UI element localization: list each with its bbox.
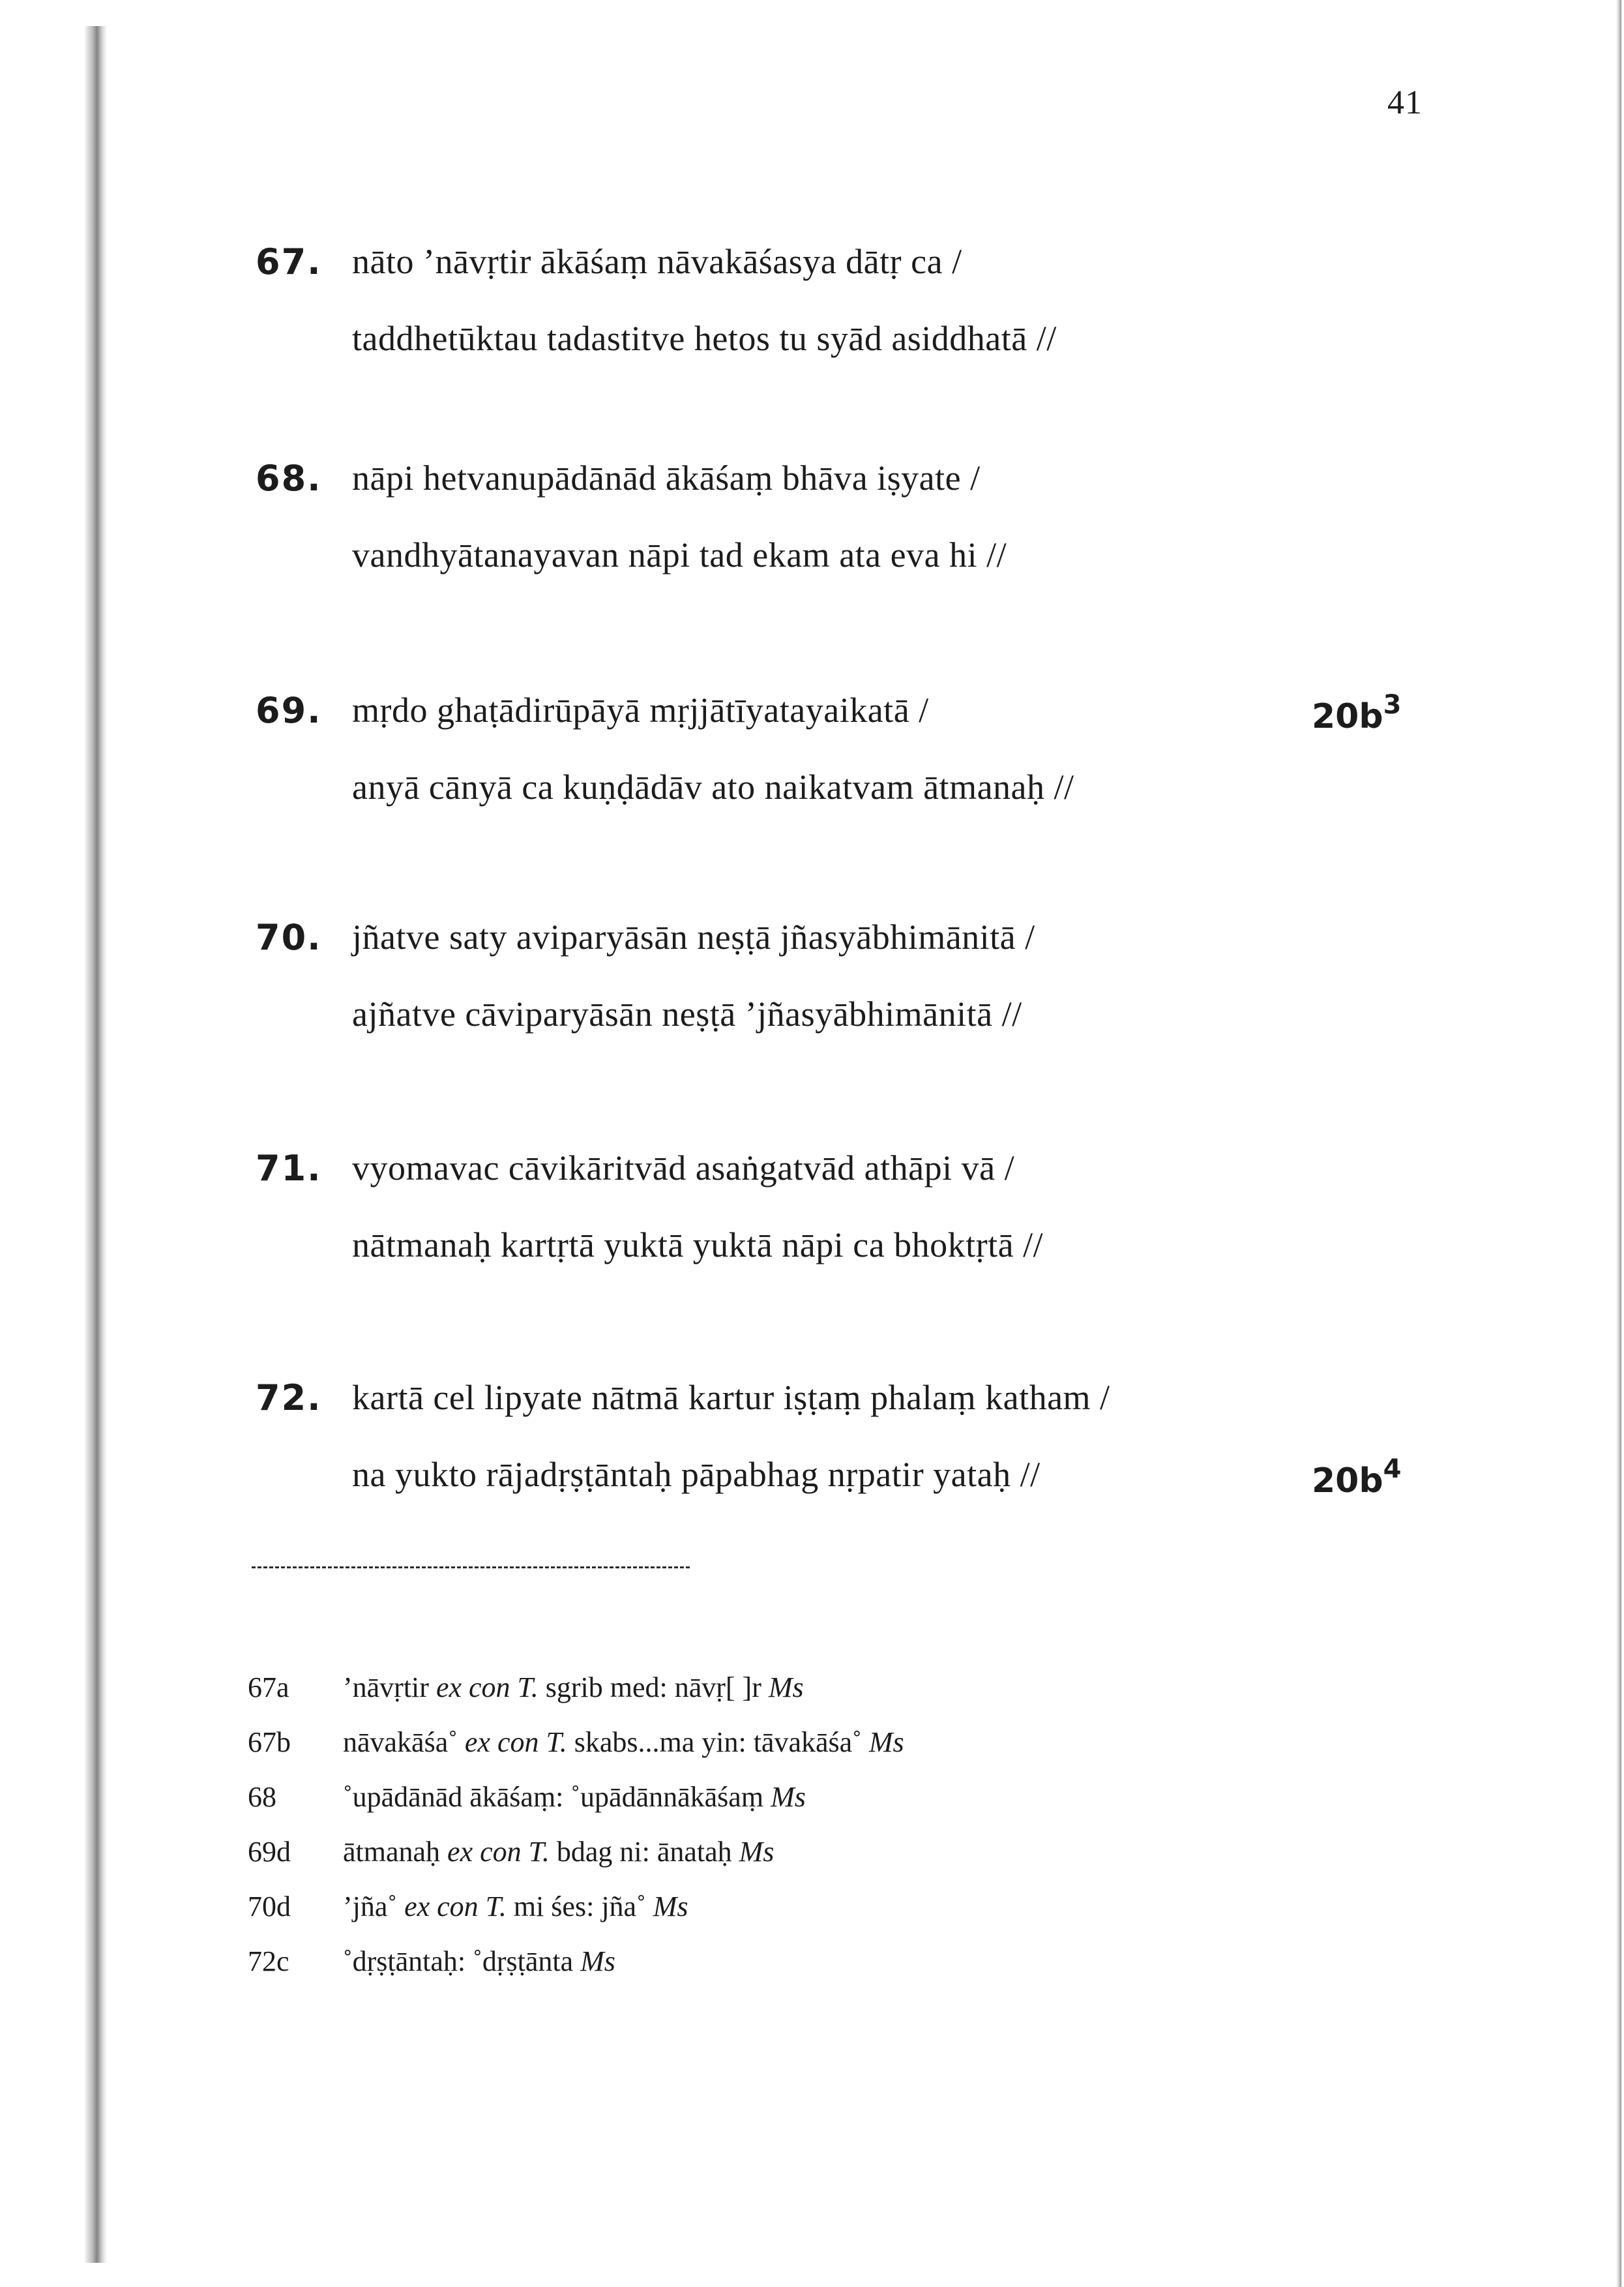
footnote bbox=[0, 1835, 1624, 1881]
footnote-ref: 68 bbox=[248, 1781, 276, 1813]
footnote-text: ātmanaḥ ex con T. bdag ni: ānataḥ Ms bbox=[343, 1836, 775, 1868]
verse-67 bbox=[0, 241, 1624, 398]
footnote bbox=[0, 1780, 1624, 1826]
footnote bbox=[0, 1890, 1624, 1936]
verse-line-b: anyā cānyā ca kuṇḍādāv ato naikatvam ātmanaḥ // bbox=[352, 768, 1074, 807]
verse-line-a: kartā cel lipyate nātmā kartur iṣṭaṃ phalaṃ katham / bbox=[352, 1378, 1110, 1417]
footnote bbox=[0, 1945, 1624, 1990]
verse-number: 72. bbox=[256, 1377, 322, 1418]
verse-line-b: nātmanaḥ kartṛtā yuktā yuktā nāpi ca bhoktṛtā // bbox=[352, 1225, 1044, 1264]
footnote-text: nāvakāśa˚ ex con T. skabs...ma yin: tāvakāśa˚ Ms bbox=[343, 1726, 904, 1758]
verse-70 bbox=[0, 917, 1624, 1073]
footnote bbox=[0, 1671, 1624, 1716]
verse-number: 71. bbox=[256, 1148, 322, 1189]
verse-number: 67. bbox=[256, 241, 322, 282]
verse-line-a: mṛdo ghaṭādirūpāyā mṛjjātīyatayaikatā / bbox=[352, 691, 929, 730]
verse-line-b: vandhyātanayavan nāpi tad ekam ata eva hi // bbox=[352, 535, 1007, 575]
footnote-ref: 67a bbox=[248, 1671, 289, 1703]
verse-line-a: nāpi hetvanupādānād ākāśaṃ bhāva iṣyate / bbox=[352, 458, 981, 498]
footnote-ref: 67b bbox=[248, 1726, 291, 1758]
verse-71 bbox=[0, 1148, 1624, 1304]
verse-72 bbox=[0, 1377, 1624, 1534]
footnote bbox=[0, 1726, 1624, 1771]
footnote-ref: 70d bbox=[248, 1891, 291, 1922]
footnote-ref: 72c bbox=[248, 1945, 289, 1977]
verse-line-a: vyomavac cāvikāritvād asaṅgatvād athāpi vā / bbox=[352, 1148, 1015, 1188]
verse-69 bbox=[0, 690, 1624, 846]
verse-line-b: na yukto rājadṛṣṭāntaḥ pāpabhag nṛpatir yataḥ // bbox=[352, 1455, 1041, 1494]
footnote-separator bbox=[252, 1566, 690, 1568]
footnote-text: ˚upādānād ākāśaṃ: ˚upādānnākāśaṃ Ms bbox=[343, 1781, 806, 1813]
footnote-ref: 69d bbox=[248, 1836, 291, 1868]
verse-number: 68. bbox=[256, 458, 322, 499]
verse-number: 70. bbox=[256, 917, 322, 958]
folio-reference: $20b^3$ bbox=[1312, 690, 1402, 736]
verse-68 bbox=[0, 458, 1624, 614]
footnote-text: ’nāvṛtir ex con T. sgrib med: nāvṛ[ ]r Ms bbox=[343, 1671, 804, 1703]
verse-line-a: jñatve saty aviparyāsān neṣṭā jñasyābhimānitā / bbox=[352, 918, 1035, 957]
footnote-text: ’jña˚ ex con T. mi śes: jña˚ Ms bbox=[343, 1891, 688, 1922]
page-number: 41 bbox=[1387, 84, 1423, 121]
verse-line-a: nāto ’nāvṛtir ākāśaṃ nāvakāśasya dātṛ ca / bbox=[352, 242, 962, 281]
verse-line-b: ajñatve cāviparyāsān neṣṭā ’jñasyābhimānitā // bbox=[352, 994, 1022, 1034]
verse-number: 69. bbox=[256, 690, 322, 731]
folio-reference: $20b^4$ bbox=[1312, 1454, 1402, 1501]
verse-line-b: taddhetūktau tadastitve hetos tu syād asiddhatā // bbox=[352, 319, 1057, 358]
footnote-text: ˚dṛṣṭāntaḥ: ˚dṛṣṭānta Ms bbox=[343, 1945, 615, 1977]
